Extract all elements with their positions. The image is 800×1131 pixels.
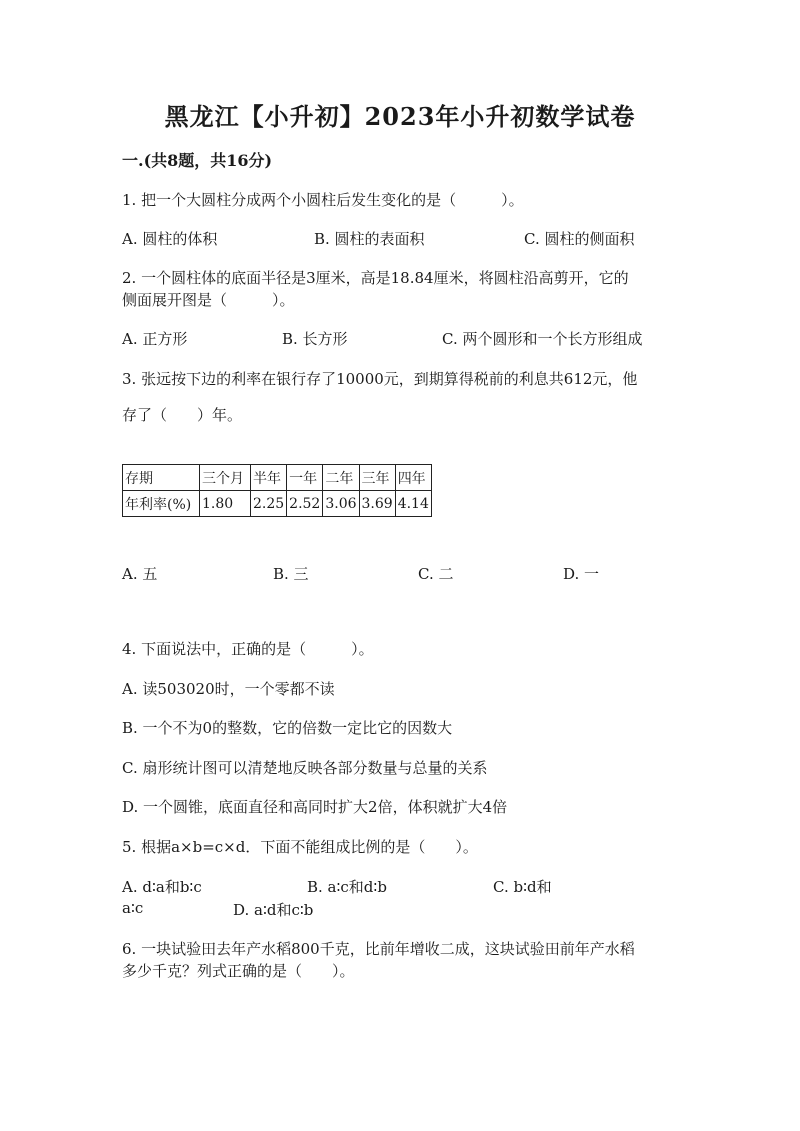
question-3-option-c: C. 二 <box>418 565 454 583</box>
table-cell: 年利率(%) <box>123 491 200 517</box>
table-header-cell: 三年 <box>359 465 395 491</box>
table-cell: 2.52 <box>287 491 323 517</box>
exam-title: 黑龙江【小升初】2023年小升初数学试卷 <box>164 102 636 131</box>
question-5-option-d: D. a∶d和c∶b <box>233 901 314 919</box>
table-header-cell: 一年 <box>287 465 323 491</box>
question-5-option-c: C. b∶d和 <box>493 878 552 896</box>
question-5-option-a: A. d∶a和b∶c <box>122 878 202 896</box>
question-3-option-a: A. 五 <box>122 565 158 583</box>
question-2-option-c: C. 两个圆形和一个长方形组成 <box>442 330 643 348</box>
question-5-option-b: B. a∶c和d∶b <box>307 878 387 896</box>
table-cell: 4.14 <box>395 491 431 517</box>
question-1-stem: 1. 把一个大圆柱分成两个小圆柱后发生变化的是（ ）。 <box>122 191 524 209</box>
question-2-option-a: A. 正方形 <box>122 330 188 348</box>
question-1-option-a: A. 圆柱的体积 <box>122 230 218 248</box>
question-6-stem-line-1: 6. 一块试验田去年产水稻800千克，比前年增收二成，这块试验田前年产水稻 <box>122 940 635 958</box>
question-1-option-b: B. 圆柱的表面积 <box>314 230 425 248</box>
question-4-stem: 4. 下面说法中，正确的是（ ）。 <box>122 640 374 658</box>
table-header-cell: 存期 <box>123 465 200 491</box>
question-4-option-d: D. 一个圆锥，底面直径和高同时扩大2倍，体积就扩大4倍 <box>122 798 508 816</box>
section-heading: 一.(共8题，共16分) <box>122 151 273 170</box>
question-4-option-b: B. 一个不为0的整数，它的倍数一定比它的因数大 <box>122 719 453 737</box>
table-header-cell: 二年 <box>323 465 359 491</box>
question-4-option-c: C. 扇形统计图可以清楚地反映各部分数量与总量的关系 <box>122 759 488 777</box>
question-3-stem-line-1: 3. 张远按下边的利率在银行存了10000元，到期算得税前的利息共612元，他 <box>122 370 638 388</box>
question-5-stem: 5. 根据a×b=c×d．下面不能组成比例的是（ ）。 <box>122 838 478 856</box>
question-4-option-a: A. 读503020时，一个零都不读 <box>122 680 335 698</box>
table-header-cell: 半年 <box>251 465 287 491</box>
table-row <box>123 465 432 491</box>
question-1-option-c: C. 圆柱的侧面积 <box>524 230 635 248</box>
interest-rate-table <box>122 464 432 517</box>
question-2-option-b: B. 长方形 <box>282 330 348 348</box>
table-header-cell: 三个月 <box>200 465 251 491</box>
question-2-stem-line-1: 2. 一个圆柱体的底面半径是3厘米，高是18.84厘米，将圆柱沿高剪开，它的 <box>122 269 629 287</box>
table-header-cell: 四年 <box>395 465 431 491</box>
table-row <box>123 491 432 517</box>
question-3-option-d: D. 一 <box>563 565 600 583</box>
table-cell: 3.69 <box>359 491 395 517</box>
question-5-option-c-continued: a∶c <box>122 899 144 917</box>
question-3-option-b: B. 三 <box>273 565 309 583</box>
table-cell: 2.25 <box>251 491 287 517</box>
question-2-stem-line-2: 侧面展开图是（ ）。 <box>122 291 295 309</box>
table-cell: 1.80 <box>200 491 251 517</box>
question-3-stem-line-2: 存了（ ）年。 <box>122 406 243 424</box>
table-cell: 3.06 <box>323 491 359 517</box>
question-6-stem-line-2: 多少千克？列式正确的是（ ）。 <box>122 962 355 980</box>
